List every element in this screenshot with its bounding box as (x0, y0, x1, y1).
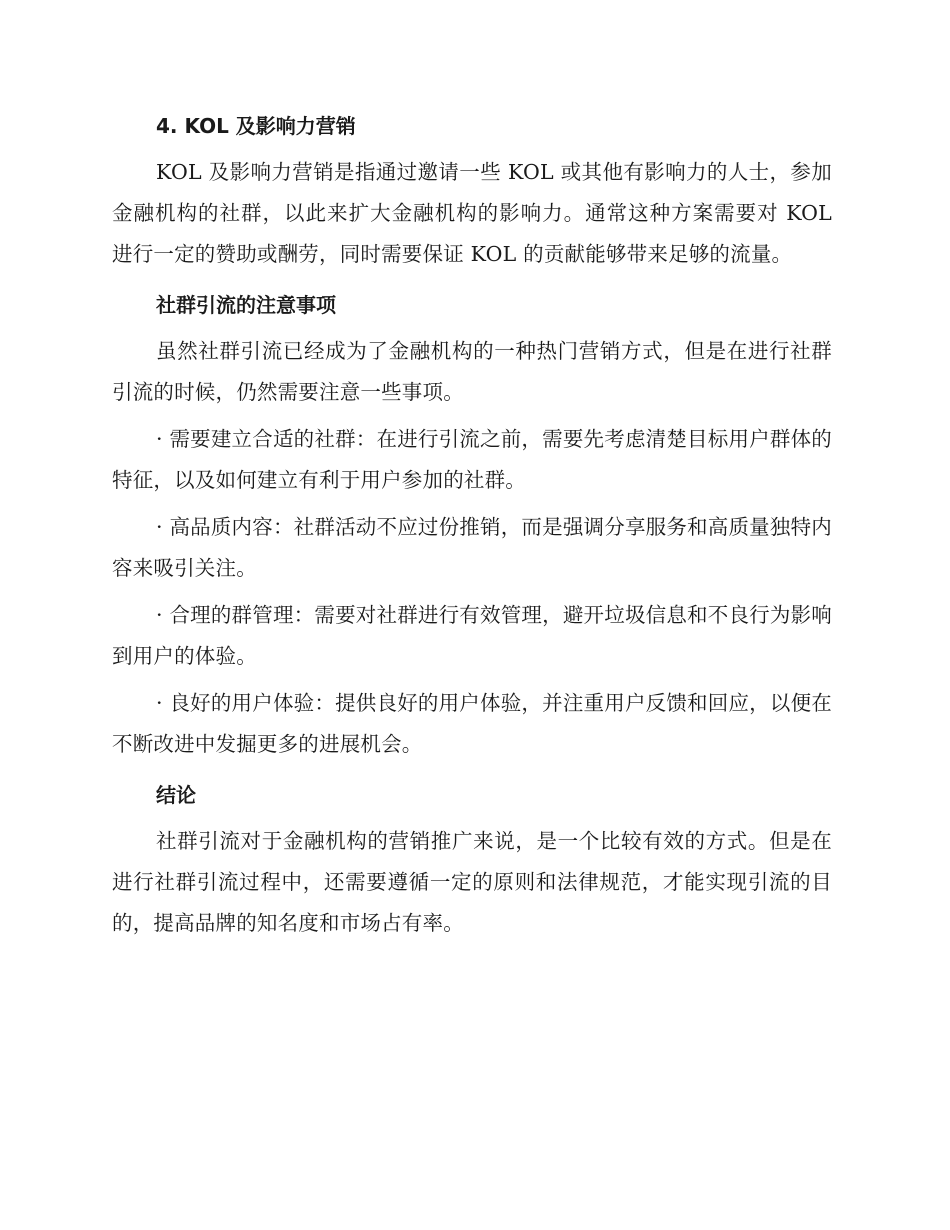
section-heading-conclusion: 结论 (156, 783, 196, 807)
document-page (112, 104, 832, 950)
section-heading-notes: 社群引流的注意事项 (156, 293, 336, 317)
bullet-community-building: · 需要建立合适的社群：在进行引流之前，需要先考虑清楚目标用户群体的特征，以及如何建立有利于用户参加的社群。 (112, 427, 832, 492)
bullet-group-management: · 合理的群管理：需要对社群进行有效管理，避开垃圾信息和不良行为影响到用户的体验。 (112, 603, 832, 668)
section-heading-kol: 4. KOL 及影响力营销 (156, 114, 356, 138)
bullet-quality-content: · 高品质内容：社群活动不应过份推销，而是强调分享服务和高质量独特内容来吸引关注。 (112, 515, 832, 580)
paragraph-kol-description: KOL 及影响力营销是指通过邀请一些 KOL 或其他有影响力的人士，参加金融机构的社群，以此来扩大金融机构的影响力。通常这种方案需要对 KOL 进行一定的赞助或酬劳，同时需要保证 KOL 的贡献能够带来足够的流量。 (112, 160, 832, 266)
bullet-user-experience: · 良好的用户体验：提供良好的用户体验，并注重用户反馈和回应，以便在不断改进中发掘更多的进展机会。 (112, 691, 832, 756)
paragraph-notes-intro: 虽然社群引流已经成为了金融机构的一种热门营销方式，但是在进行社群引流的时候，仍然需要注意一些事项。 (112, 339, 832, 404)
paragraph-conclusion: 社群引流对于金融机构的营销推广来说，是一个比较有效的方式。但是在进行社群引流过程中，还需要遵循一定的原则和法律规范，才能实现引流的目的，提高品牌的知名度和市场占有率。 (112, 829, 832, 935)
